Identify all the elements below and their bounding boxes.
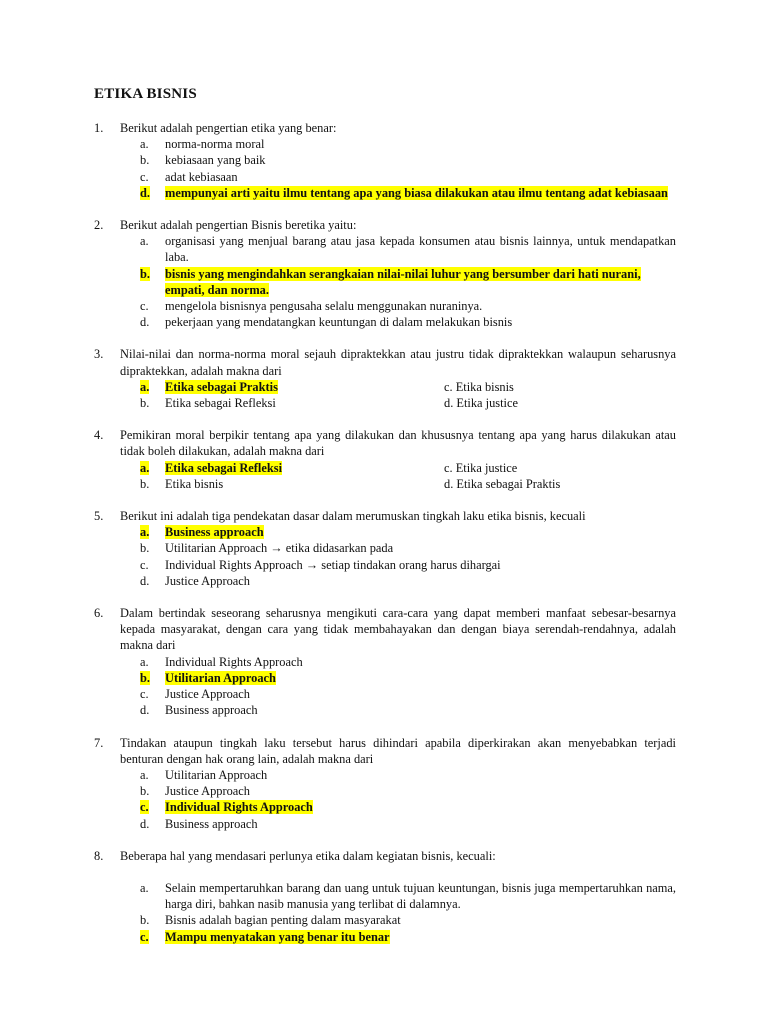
question-number: 3. <box>94 347 104 362</box>
question-4 <box>94 427 676 492</box>
option-b-answer: b. Utilitarian Approach <box>140 670 276 685</box>
question-1 <box>94 120 676 201</box>
option-row-1: a. Etika sebagai Refleksi c. Etika justice <box>94 460 676 476</box>
option-d: d. Business approach <box>140 816 258 831</box>
question-7 <box>94 735 676 832</box>
option-c: c. mengelola bisnisnya pengusaha selalu menggunakan nuraninya. <box>140 299 483 314</box>
option-c: c. Etika justice <box>444 460 518 475</box>
option-a: a. Selain mempertaruhkan barang dan uang untuk tujuan keuntungan, bisnis juga mempertaruhkan nama, harga diri, bahkan nasib manusia yang terlibat di dalamnya. <box>140 880 676 912</box>
document-title: ETIKA BISNIS <box>94 86 197 102</box>
option-row-1: a. Etika sebagai Praktis c. Etika bisnis <box>94 379 676 395</box>
option-c: c. Etika bisnis <box>444 379 514 394</box>
option-b-answer: b. bisnis yang mengindahkan serangkaian nilai-nilai luhur yang bersumber dari hati nurani, empati, dan norma. <box>140 266 641 297</box>
option-d: d. pekerjaan yang mendatangkan keuntungan di dalam melakukan bisnis <box>140 315 513 330</box>
option-a: a. Utilitarian Approach <box>140 767 268 782</box>
question-8 <box>94 848 676 945</box>
question-5 <box>94 508 676 589</box>
option-d-answer: d. mempunyai arti yaitu ilmu tentang apa yang biasa dilakukan atau ilmu tentang adat kebiasaan <box>140 185 668 200</box>
question-stem: Berikut adalah pengertian Bisnis beretika yaitu: <box>120 218 357 233</box>
option-row-2: b. Etika bisnis d. Etika sebagai Praktis <box>94 476 676 492</box>
option-b: b. Utilitarian Approach → etika didasarkan pada <box>140 541 394 556</box>
question-number: 8. <box>94 848 104 863</box>
option-d: d. Business approach <box>140 703 258 718</box>
option-row-2: b. Etika sebagai Refleksi d. Etika justice <box>94 395 676 411</box>
option-c: c. Justice Approach <box>140 687 250 702</box>
option-b: b. Justice Approach <box>140 784 250 799</box>
question-2 <box>94 217 676 330</box>
option-c: c. adat kebiasaan <box>140 169 238 184</box>
option-b: b. kebiasaan yang baik <box>140 153 266 168</box>
option-d: d. Justice Approach <box>140 573 250 588</box>
question-stem: Dalam bertindak seseorang seharusnya mengikuti cara-cara yang dapat memberi manfaat sebesar-besarnya kepada masyarakat, dengan cara yang tidak membahayakan dan dengan biaya serendah-rendahnya, adalah makna dari <box>120 606 676 653</box>
question-number: 7. <box>94 735 104 750</box>
question-stem: Pemikiran moral berpikir tentang apa yang dilakukan dan khususnya tentang apa yang harus dilakukan atau tidak boleh dilakukan, adalah makna dari <box>120 428 676 459</box>
question-list <box>94 120 676 961</box>
option-a: a. norma-norma moral <box>140 137 265 152</box>
question-number: 2. <box>94 218 104 233</box>
option-c-answer: c. Individual Rights Approach <box>140 800 313 815</box>
question-number: 6. <box>94 606 104 621</box>
option-a-answer: a. Business approach <box>140 525 264 540</box>
option-c-answer: c. Mampu menyatakan yang benar itu benar <box>140 929 390 944</box>
option-a: a. Individual Rights Approach <box>140 654 303 669</box>
question-6 <box>94 605 676 718</box>
question-number: 5. <box>94 509 104 524</box>
question-number: 1. <box>94 121 104 135</box>
option-b: b. Bisnis adalah bagian penting dalam masyarakat <box>140 913 401 928</box>
option-c: c. Individual Rights Approach → setiap tindakan orang harus dihargai <box>140 557 501 572</box>
option-d: d. Etika sebagai Praktis <box>444 476 561 491</box>
option-d: d. Etika justice <box>444 396 518 411</box>
question-stem: Beberapa hal yang mendasari perlunya etika dalam kegiatan bisnis, kecuali: <box>120 848 496 863</box>
question-stem: Berikut adalah pengertian etika yang benar: <box>120 121 337 135</box>
question-stem: Nilai-nilai dan norma-norma moral sejauh dipraktekkan atau justru tidak dipraktekkan walaupun seharusnya dipraktekkan, adalah makna dari <box>120 347 676 378</box>
question-stem: Berikut ini adalah tiga pendekatan dasar dalam merumuskan tingkah laku etika bisnis, kecuali <box>120 509 586 524</box>
question-3 <box>94 346 676 411</box>
question-stem: Tindakan ataupun tingkah laku tersebut harus dihindari apabila diperkirakan akan menyebabkan terjadi benturan dengan hak orang lain, adalah makna dari <box>120 735 676 766</box>
option-a: a. organisasi yang menjual barang atau jasa kepada konsumen atau bisnis lainnya, untuk mendapatkan laba. <box>140 234 676 265</box>
question-number: 4. <box>94 428 104 443</box>
